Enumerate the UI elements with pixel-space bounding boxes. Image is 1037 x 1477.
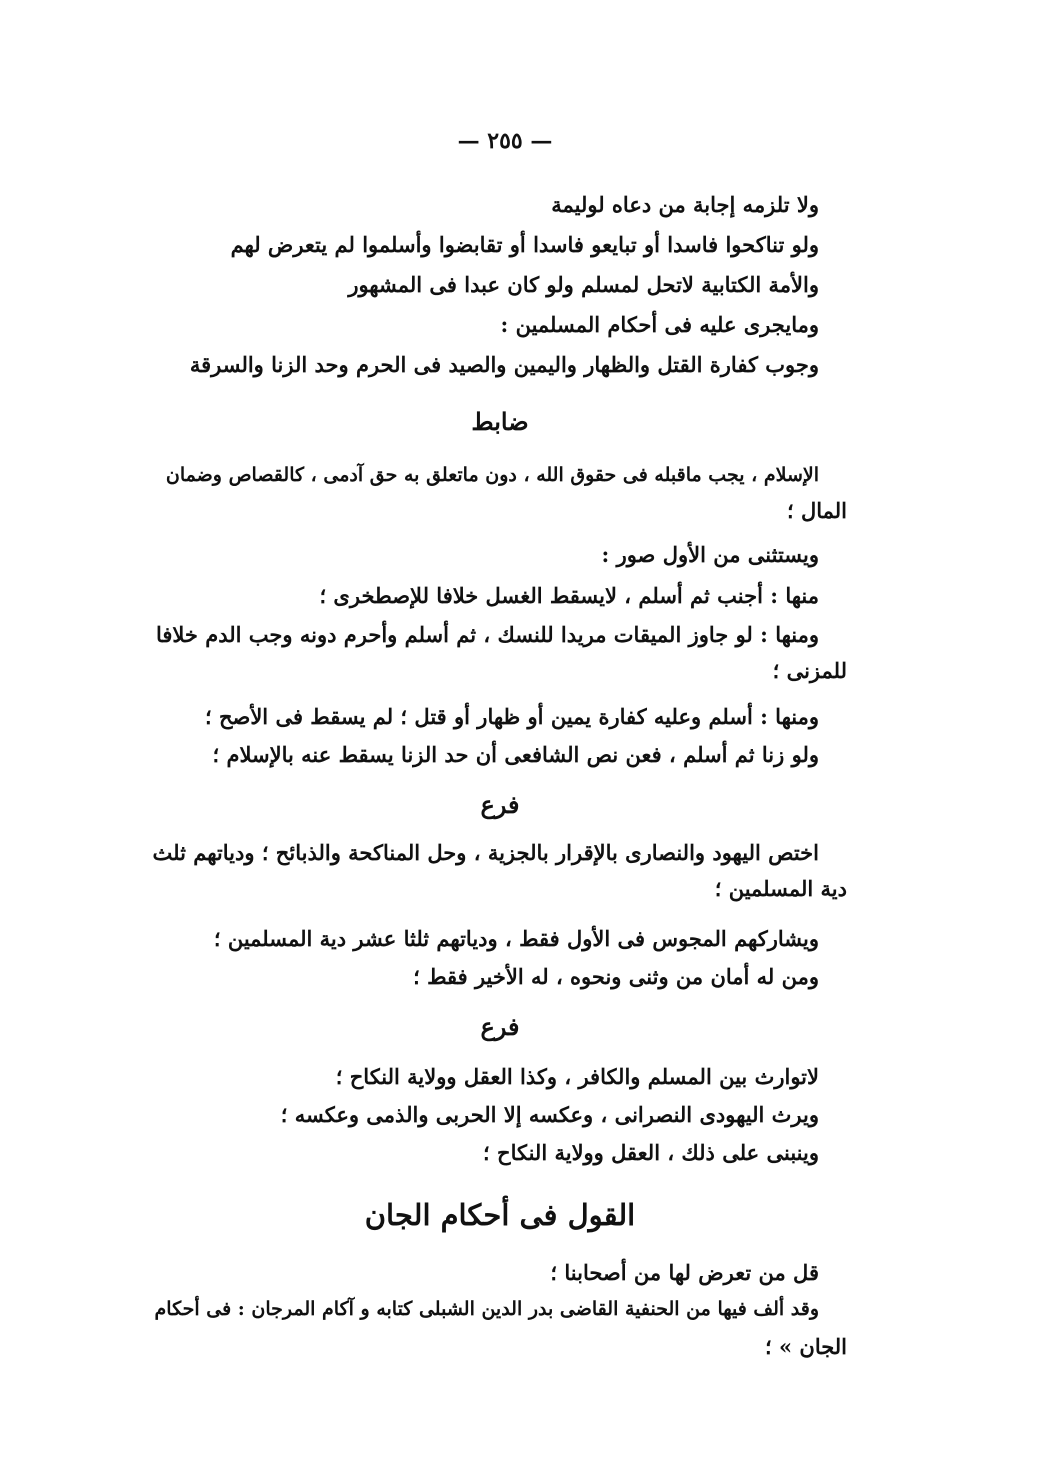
text-line: ومن له أمان من وثنى ونحوه ، له الأخير فقط ؛ [413,964,819,989]
text-line: ومايجرى عليه فى أحكام المسلمين : [500,312,819,337]
text-line: قل من تعرض لها من أصحابنا ؛ [550,1260,819,1285]
text-line: الإسلام ، يجب ماقبله فى حقوق الله ، دون ماتعلق به حق آدمى ، كالقصاص وضمان [165,464,819,486]
text-line: ومنها : أسلم وعليه كفارة يمين أو ظهار أو قتل ؛ لم يسقط فى الأصح ؛ [204,704,819,729]
text-line: ولو زنا ثم أسلم ، فعن نص الشافعى أن حد الزنا يسقط عنه بالإسلام ؛ [212,742,819,767]
text-line: ولو تناكحوا فاسدا أو تبايعو فاسدا أو تقابضوا وأسلموا لم يتعرض لهم [230,232,819,257]
section-heading: فرع [480,1012,520,1041]
text-line: وينبنى على ذلك ، العقل وولاية النكاح ؛ [483,1140,819,1165]
text-line: منها : أجنب ثم أسلم ، لايسقط الغسل خلافا للإصطخرى ؛ [319,583,819,608]
text-line: للمزنى ؛ [772,658,847,683]
text-line: الجان » ؛ [764,1334,847,1359]
section-heading: ضابط [471,407,529,436]
text-line: لاتوارث بين المسلم والكافر ، وكذا العقل وولاية النكاح ؛ [335,1064,819,1089]
text-line: ويرث اليهودى النصرانى ، وعكسه إلا الحربى والذمى وعكسه ؛ [280,1102,819,1127]
text-line: ويشاركهم المجوس فى الأول فقط ، ودياتهم ثلثا عشر دية المسلمين ؛ [213,926,819,951]
chapter-heading: القول فى أحكام الجان [364,1198,636,1232]
text-line: اختص اليهود والنصارى بالإقرار بالجزية ، وحل المناكحة والذبائح ؛ ودياتهم ثلث [152,840,819,865]
text-line: المال ؛ [786,498,847,523]
text-line: ولا تلزمه إجابة من دعاه لوليمة [551,192,819,217]
text-line: ومنها : لو جاوز الميقات مريدا للنسك ، ثم أسلم وأحرم دونه وجب الدم خلافا [155,622,819,647]
text-line: ويستثنى من الأول صور : [601,542,819,567]
text-line: والأمة الكتابية لاتحل لمسلم ولو كان عبدا فى المشهور [348,272,819,297]
section-heading: فرع [480,790,520,819]
text-line: وجوب كفارة القتل والظهار واليمين والصيد فى الحرم وحد الزنا والسرقة [189,352,819,377]
text-line: وقد ألف فيها من الحنفية القاضى بدر الدين الشبلى كتابه و آكام المرجان : فى أحكام [154,1298,819,1320]
text-line: دية المسلمين ؛ [714,876,847,901]
page-number: — ٢٥٥ — [457,128,553,154]
